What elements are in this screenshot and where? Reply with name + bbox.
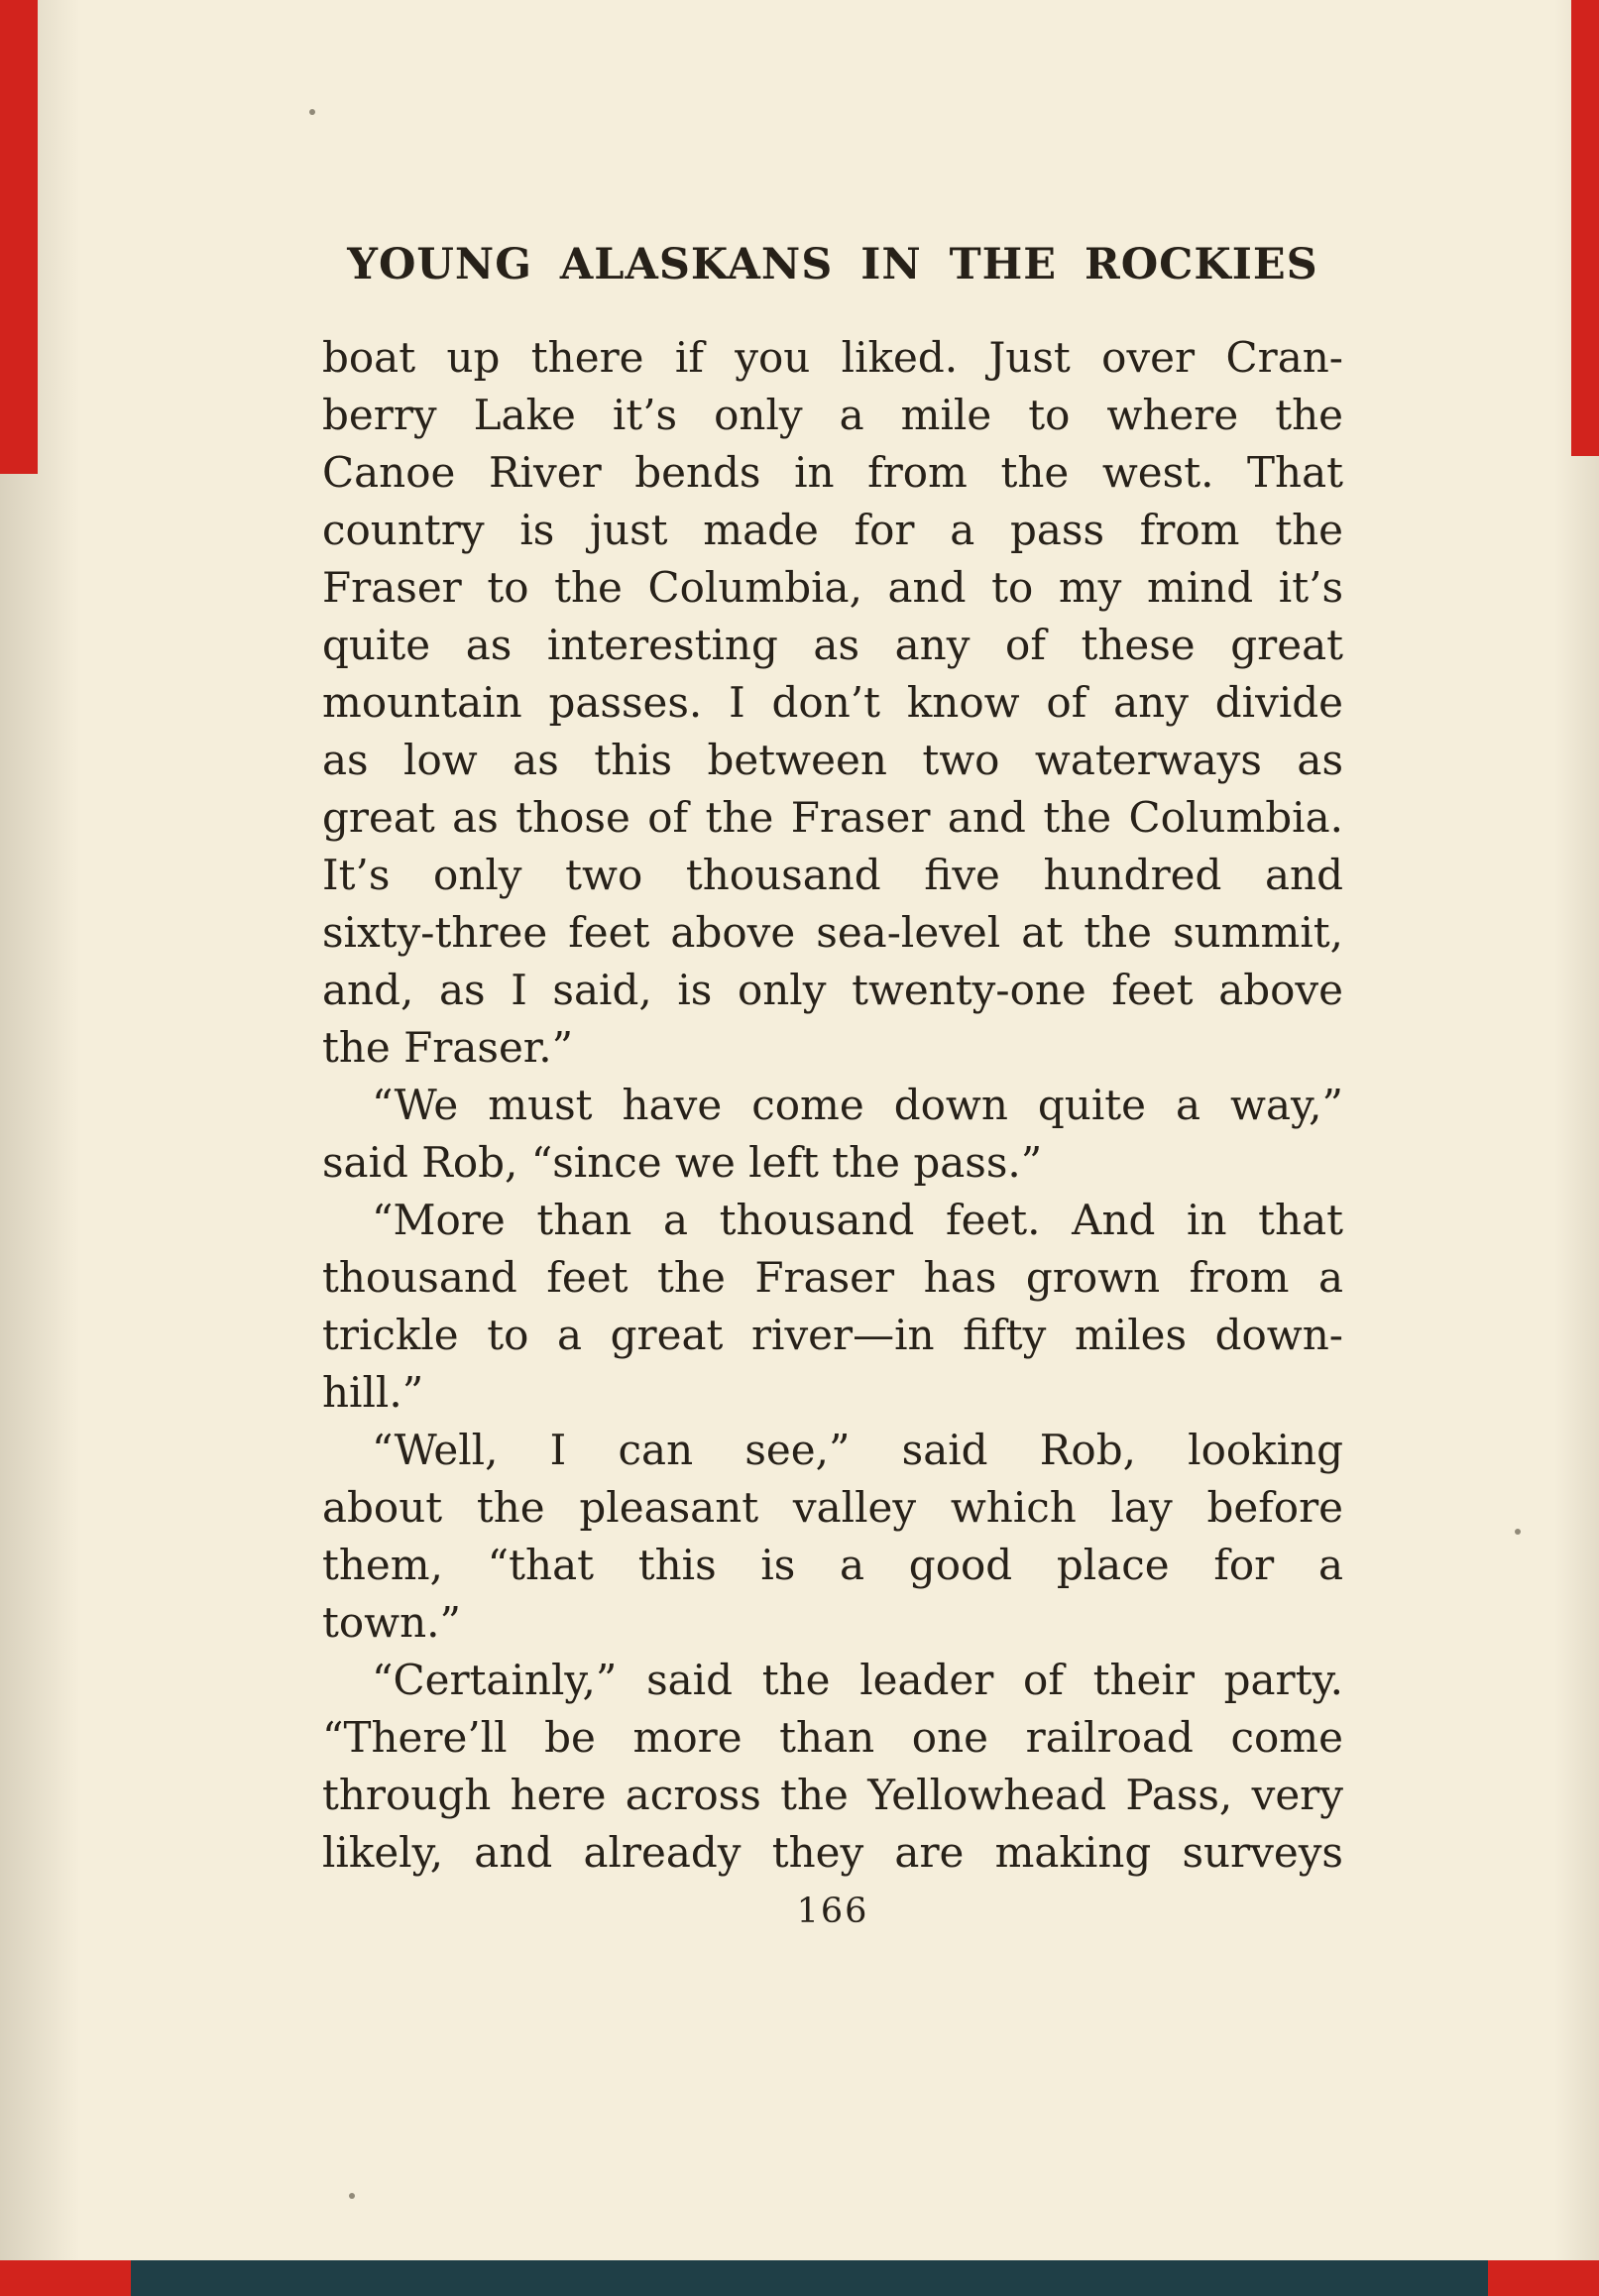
- text-line: quite as interesting as any of these great: [322, 621, 1343, 669]
- text-line: through here across the Yellowhead Pass, very: [322, 1771, 1343, 1819]
- text-line: trickle to a great river—in fifty miles down-: [322, 1311, 1343, 1359]
- text-line: town.”: [322, 1598, 461, 1647]
- text-line: hill.”: [322, 1368, 424, 1417]
- bottom-edge-bar: [0, 2260, 1599, 2296]
- text-line: mountain passes. I don’t know of any divide: [322, 678, 1343, 727]
- text-line: “Certainly,” said the leader of their party.: [372, 1656, 1343, 1704]
- text-line: sixty-three feet above sea-level at the summit,: [322, 908, 1343, 957]
- text-line: and, as I said, is only twenty-one feet above: [322, 966, 1343, 1014]
- text-line: said Rob, “since we left the pass.”: [322, 1138, 1043, 1187]
- page-number: 166: [796, 1892, 869, 1931]
- scan-artifact-dot: [349, 2193, 355, 2199]
- bottom-left-red-segment: [0, 2260, 131, 2296]
- text-line: the Fraser.”: [322, 1023, 574, 1072]
- text-line: “There’ll be more than one railroad come: [322, 1713, 1343, 1762]
- scan-artifact-dot: [1515, 1529, 1521, 1535]
- left-edge-red-strip: [0, 0, 38, 474]
- text-line: Canoe River bends in from the west. That: [322, 448, 1343, 497]
- body-lines: [322, 329, 1343, 1882]
- running-header: YOUNG ALASKANS IN THE ROCKIES: [347, 240, 1318, 289]
- text-line: berry Lake it’s only a mile to where the: [322, 391, 1343, 439]
- text-line: thousand feet the Fraser has grown from a: [322, 1253, 1343, 1302]
- text-line: great as those of the Fraser and the Columbia.: [322, 793, 1343, 842]
- text-block: [322, 240, 1343, 1931]
- text-line: likely, and already they are making surveys: [322, 1828, 1343, 1877]
- text-line: “We must have come down quite a way,”: [372, 1081, 1343, 1129]
- text-line: as low as this between two waterways as: [322, 736, 1343, 784]
- text-line: boat up there if you liked. Just over Cran-: [322, 333, 1343, 382]
- text-line: “Well, I can see,” said Rob, looking: [372, 1426, 1343, 1474]
- text-line: them, “that this is a good place for a: [322, 1541, 1343, 1589]
- text-line: country is just made for a pass from the: [322, 506, 1343, 554]
- text-line: It’s only two thousand five hundred and: [322, 851, 1343, 899]
- text-line: Fraser to the Columbia, and to my mind it’s: [322, 563, 1343, 612]
- text-line: “More than a thousand feet. And in that: [372, 1196, 1343, 1244]
- right-edge-red-strip: [1571, 0, 1599, 456]
- scan-artifact-dot: [309, 109, 315, 115]
- text-line: about the pleasant valley which lay before: [322, 1483, 1343, 1532]
- bottom-right-red-segment: [1488, 2260, 1599, 2296]
